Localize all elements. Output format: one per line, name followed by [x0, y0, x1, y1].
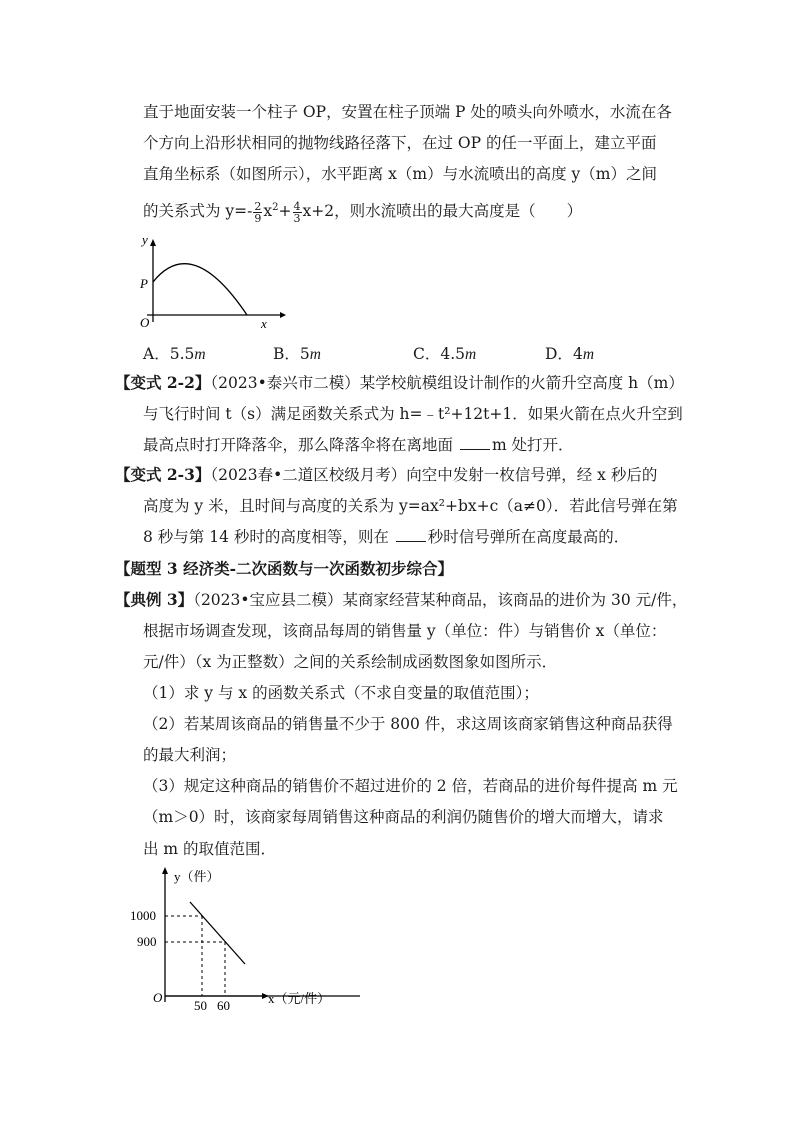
- y-label: y: [142, 232, 148, 247]
- sales-line: [190, 902, 245, 964]
- example-3-line-3: 元/件）（x 为正整数）之间的关系绘制成函数图象如图所示．: [143, 653, 558, 671]
- fraction-2-9: $\frac{2}{9}$: [254, 199, 262, 225]
- answer-blank[interactable]: [460, 435, 490, 450]
- variant-2-2-line-3: 最高点时打开降落伞，那么降落伞将在离地面 m 处打开．: [143, 436, 574, 454]
- question-3-line-3: 出 m 的取值范围．: [143, 840, 277, 858]
- variant-2-2-tag: 【变式 2-2】: [115, 373, 211, 392]
- example-3-line-2: 根据市场调查发现，该商品每周的销售量 y（单位：件）与销售价 x（单位：: [143, 622, 667, 640]
- variant-2-3-tag: 【变式 2-3】: [115, 465, 211, 484]
- option-a[interactable]: A．5.5m: [143, 345, 206, 363]
- question-3-line-1: （3）规定这种商品的销售价不超过进价的 2 倍，若商品的进价每件提高 m 元: [143, 777, 678, 795]
- section-title: 【题型 3 经济类-二次函数与一次函数初步综合】: [115, 559, 454, 578]
- question-2-line-1: （2）若某周该商品的销售量不少于 800 件，求这周该商家销售这种商品获得: [143, 715, 673, 733]
- option-c[interactable]: C．4.5m: [413, 345, 477, 363]
- example-3-line-1: 【典例 3】（2023•宝应县二模）某商家经营某种商品，该商品的进价为 30 元/件，: [115, 590, 688, 609]
- variant-2-3-line-1: 【变式 2-3】（2023春•二道区校级月考）向空中发射一枚信号弹，经 x 秒后的: [115, 465, 658, 484]
- origin-label: O: [140, 315, 150, 330]
- variant-2-3-line-2: 高度为 y 米，且时间与高度的关系为 y=ax²+bx+c（a≠0）．若此信号弹在第: [143, 497, 678, 515]
- x-axis-label: x（元/件）: [268, 991, 331, 1006]
- problem-line-1: 直于地面安装一个柱子 OP，安置在柱子顶端 P 处的喷头向外喷水，水流在各: [143, 103, 672, 121]
- origin-label: O: [153, 990, 163, 1005]
- problem-line-4: 的关系式为 y=- $\frac{2}{9}$ $x^2+$ $\frac{4}{3}$ x+2，则水流喷出的最大高度是（ ）: [143, 199, 583, 225]
- x-tick-50: 50: [194, 998, 207, 1012]
- parabola-graph: [130, 228, 290, 336]
- option-b[interactable]: B．5m: [273, 345, 321, 363]
- x-axis-arrow: [280, 312, 286, 318]
- parabola-curve: [153, 264, 247, 315]
- question-1: （1）求 y 与 x 的函数关系式（不求自变量的取值范围）；: [143, 684, 539, 702]
- sales-graph: [130, 862, 360, 1012]
- variant-2-3-line-3: 8 秒与第 14 秒时的高度相等，则在 秒时信号弹所在高度最高的．: [143, 528, 630, 546]
- option-d[interactable]: D．4m: [545, 345, 595, 363]
- y-tick-1000: 1000: [130, 908, 156, 923]
- y-tick-900: 900: [137, 934, 157, 949]
- answer-blank[interactable]: [396, 527, 426, 542]
- y-axis-arrow: [150, 239, 156, 246]
- question-3-line-2: （m＞0）时，该商家每周销售这种商品的利润仍随售价的增大而增大，请求: [143, 808, 664, 826]
- problem-line-3: 直角坐标系（如图所示），水平距离 x（m）与水流喷出的高度 y（m）之间: [143, 165, 657, 183]
- problem-line-2: 个方向上沿形状相同的抛物线路径落下，在过 OP 的任一平面上，建立平面: [143, 134, 657, 152]
- x-label: x: [261, 316, 267, 331]
- question-2-line-2: 的最大利润；: [143, 746, 237, 764]
- y-axis-label: y（件）: [174, 869, 220, 884]
- y-axis-arrow: [162, 867, 168, 874]
- p-label: P: [140, 276, 148, 291]
- variant-2-2-line-2: 与飞行时间 t（s）满足函数关系式为 h=﹣t²+12t+1．如果火箭在点火升空到: [143, 405, 683, 423]
- formula-prefix: 的关系式为 y=-: [143, 202, 253, 221]
- example-3-tag: 【典例 3】: [115, 590, 194, 609]
- fraction-4-3: $\frac{4}{3}$: [293, 199, 301, 225]
- variant-2-2-line-1: 【变式 2-2】（2023•泰兴市二模）某学校航模组设计制作的火箭升空高度 h（m）: [115, 373, 684, 392]
- x-tick-60: 60: [217, 998, 230, 1012]
